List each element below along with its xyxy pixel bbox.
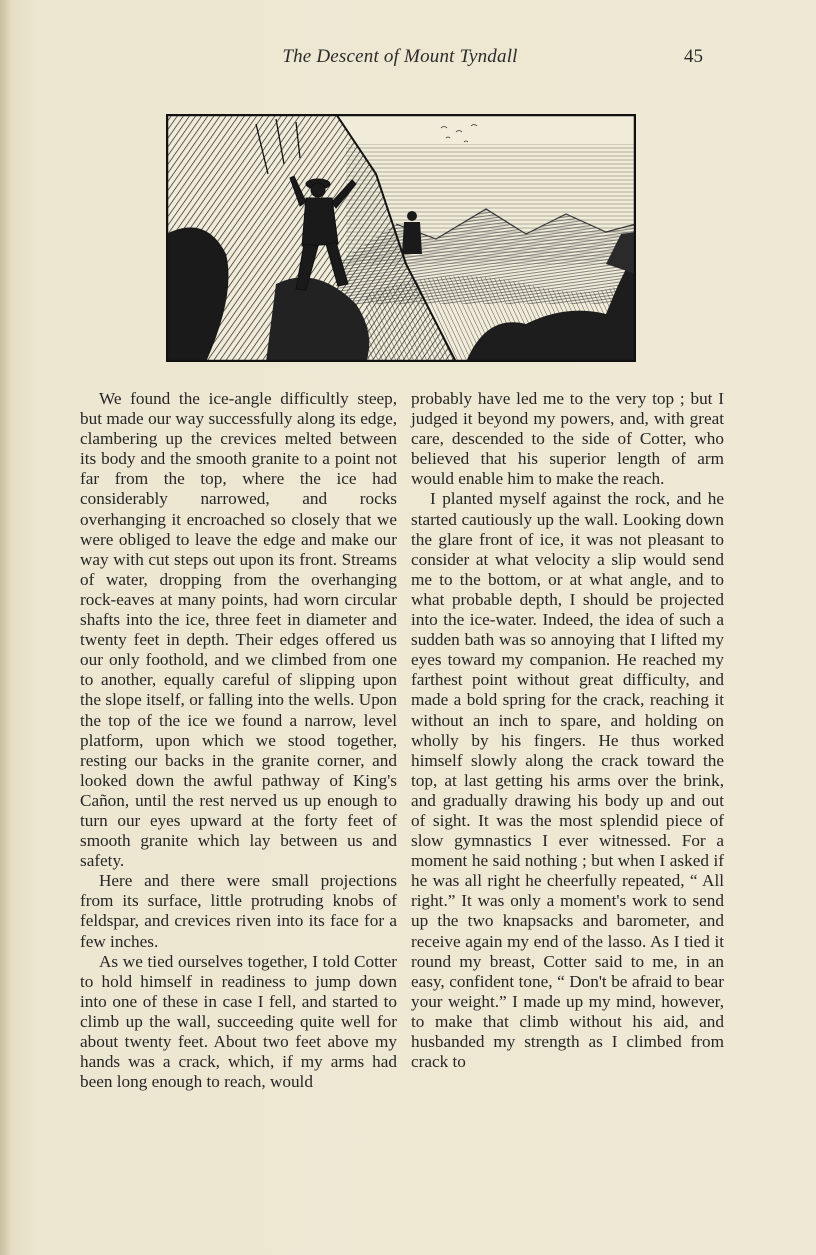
paragraph: We found the ice-angle difficultly steep, but made our way successfully along its edge, clambering up the crevices melted between its body and the smooth granite to a point not far from the top, where the ice had considerably narrowed, and rocks overhanging it encroached so closely that we were obliged to leave the edge and make our way with cut steps out upon its front. Streams of water, dropping from the overhanging rock-eaves at many points, had worn circular shafts into the ice, three feet in diameter and twenty feet in depth. Their edges offered us our only foothold, and we climbed from one to another, equally careful of slipping upon the slope itself, or falling into the wells. Upon the top of the ice we found a narrow, level platform, upon which we stood together, resting our backs in the granite corner, and looked down the awful pathway of King's Cañon, until the rest nerved us up enough to turn our eyes upward at the forty feet of smooth granite which lay between us and safety.	[80, 389, 397, 871]
paragraph: As we tied ourselves together, I told Cotter to hold himself in readiness to jump down into one of these in case I fell, and started to climb up the wall, succeeding quite well for about twenty feet. About two feet above my hands was a crack, which, if my arms had been long enough to reach, would	[80, 951, 397, 1092]
page-number: 45	[684, 46, 703, 67]
gutter-shadow	[0, 0, 10, 1255]
paragraph-continuation: probably have led me to the very top ; but I judged it beyond my powers, and, with great care, descended to the side of Cotter, who believed that his superior length of arm would enable him to make the reach.	[411, 389, 724, 489]
climber-engraving-illustration	[166, 114, 636, 362]
text-column-left	[80, 389, 397, 1092]
paragraph: Here and there were small projections from its surface, little protruding knobs of feldspar, and crevices riven into its face for a few inches.	[80, 871, 397, 951]
text-column-right	[411, 389, 724, 1072]
engraving-svg	[166, 114, 636, 362]
paragraph: I planted myself against the rock, and he started cautiously up the wall. Looking down the glare front of ice, it was not pleasant to consider at what velocity a slip would send me to the bottom, or at what angle, and to what probable depth, I should be projected into the ice-water. Indeed, the idea of such a sudden bath was so annoying that I lifted my eyes toward my companion. He reached my farthest point without great difficulty, and made a bold spring for the crack, reaching it without an inch to spare, and holding on wholly by his fingers. He thus worked himself slowly along the crack toward the top, at last getting his arms over the brink, and gradually drawing his body up and out of sight. It was the most splendid piece of slow gymnastics I ever witnessed. For a moment he said nothing ; but when I asked if he was all right he cheerfully repeated, “ All right.” It was only a moment's work to send up the two knapsacks and barometer, and receive again my end of the lasso. As I tied it round my breast, Cotter said to me, in an easy, confident tone, “ Don't be afraid to bear your weight.” I made up my mind, however, to make that climb without his aid, and husbanded my strength as I climbed from crack to	[411, 489, 724, 1072]
running-head	[0, 46, 816, 72]
running-title: The Descent of Mount Tyndall	[282, 46, 518, 67]
